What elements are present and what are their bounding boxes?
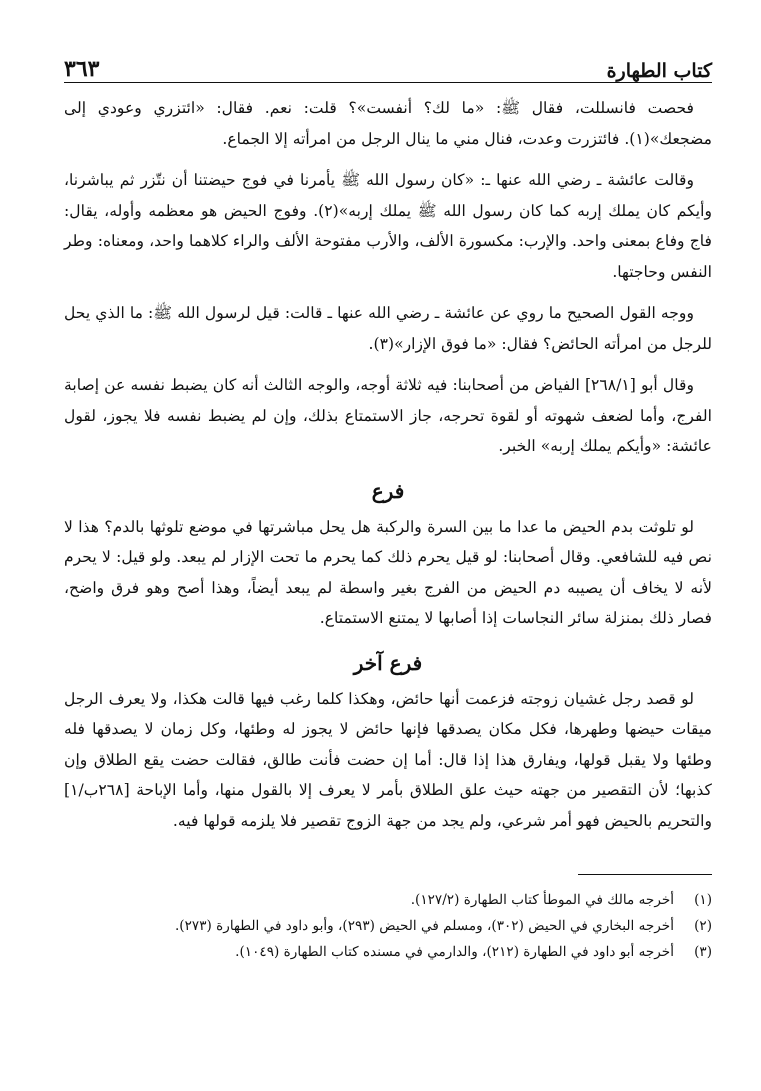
footnote-divider	[578, 874, 712, 875]
section-far-akhar-text: لو قصد رجل غشيان زوجته فزعمت أنها حائض، وهكذا كلما رغب فيها قالت هكذا، ولا يعرف الرجل ميقات حيضها وطهرها، فكل مكان يصدقها فإنها حائض لا يجوز له وطئها، وكل زمان لا يصدقها فله وطئها ولا يقبل قولها، ويفارق هذا إذا قال: أما إن حضت فأنت طالق، فقالت حضت يقع الطلاق وإن كذبها؛ لأن التقصير من جهته حيث علق الطلاق بأمر لا يعرف إلا بالقول منها، وأما الإباحة [٢٦٨ب/١] والتحريم بالحيض فهو أمر شرعي، ولم يجد من جهة الزوج تقصير فلا يلزمه قولها فيه.	[64, 689, 712, 830]
footnote-2	[64, 913, 712, 939]
footnote-text: أخرجه أبو داود في الطهارة (٢١٢)، والدارمي في مسنده كتاب الطهارة (١٠٤٩).	[235, 944, 674, 960]
footnote-1	[64, 887, 712, 913]
section-far-text: لو تلوثت بدم الحيض ما عدا ما بين السرة والركبة هل يحل مباشرتها في موضع تلوثها بالدم؟ هذا لا نص فيه للشافعي. وقال أصحابنا: لو قيل يحرم ذلك كما يحرم ما تحت الإزار لم يبعد. ولو قيل: لا يحرم لأنه لا يخاف أن يصيبه دم الحيض من الفرج بغير واسطة لم يبعد أيضاً، وهذا أصح وهو فرق واضح، فصار ذلك بمنزلة سائر النجاسات إذا أصابها لا يمتنع الاستمتاع.	[64, 517, 712, 627]
section-heading-far: فرع	[371, 478, 405, 503]
page-number: ٣٦٣	[64, 56, 100, 82]
paragraph-3: ووجه القول الصحيح ما روي عن عائشة ـ رضي الله عنها ـ قالت: قيل لرسول الله ﷺ: ما الذي يحل للرجل من امرأته الحائض؟ فقال: «ما فوق الإزار»(٣).	[64, 304, 712, 353]
footnote-number: (٢)	[694, 918, 712, 934]
footnote-text: أخرجه مالك في الموطأ كتاب الطهارة (١٢٧/٢).	[410, 892, 674, 908]
footnote-3	[64, 939, 712, 965]
main-text	[64, 93, 712, 836]
paragraph-1: فحصت فانسللت، فقال ﷺ: «ما لك؟ أنفست»؟ قلت: نعم. فقال: «ائتزري وعودي إلى مضجعك»(١). فائتزرت وعدت، فنال مني ما ينال الرجل من امرأته إلا الجماع.	[64, 99, 712, 148]
footnote-number: (٣)	[694, 944, 712, 960]
section-heading-far-akhar: فرع آخر	[353, 650, 423, 675]
book-page	[64, 44, 712, 965]
paragraph-2: وقالت عائشة ـ رضي الله عنها ـ: «كان رسول الله ﷺ يأمرنا في فوج حيضتنا أن نتّزر ثم يباشرنا، وأيكم كان يملك إربه كما كان رسول الله ﷺ يملك إربه»(٢). وفوج الحيض هو معظمه وأوله، يقال: فاج وفاع بمعنى واحد. والإرب: مكسورة الألف، والأرب مفتوحة الألف والراء كلاهما واحد، ومعناه: وطر النفس وحاجتها.	[64, 171, 712, 281]
footnote-text: أخرجه البخاري في الحيض (٣٠٢)، ومسلم في الحيض (٢٩٣)، وأبو داود في الطهارة (٢٧٣).	[174, 918, 674, 934]
paragraph-4: وقال أبو [٢٦٨/١] الفياض من أصحابنا: فيه ثلاثة أوجه، والوجه الثالث أنه كان يضبط نفسه عن إصابة الفرج، وأما لضعف شهوته أو لقوة تحرجه، جاز الاستمتاع بذلك، وإن لم يضبط نفسه فلا يجوز، لقول عائشة: «وأيكم يملك إربه» الخبر.	[64, 376, 712, 455]
page-header	[64, 44, 712, 83]
footnote-number: (١)	[694, 892, 712, 908]
chapter-title: كتاب الطهارة	[606, 60, 712, 82]
footnotes	[64, 887, 712, 965]
